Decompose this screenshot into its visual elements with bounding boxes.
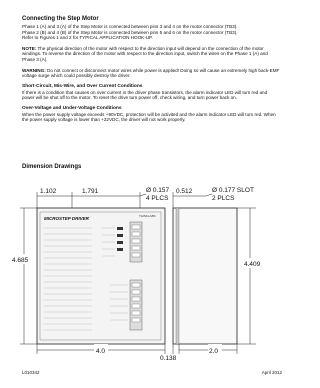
dim-hole: Ø 0.157 [146,187,170,194]
voltage-text: When the power supply voltage exceeds +90VDC, protection will be activited and the alarm indicator LED will turn red. When the power supply voltage is lower than +22VDC, the driver will not work properly. [22,111,276,123]
motor-line-2: Phase 2 (B) and 4 (B) of the Step Motor is connected between pins 5 and 6 on the motor connector (TB3). [22,29,238,35]
warning-text: Do not connect or disconnect motor wires while power is applied! Doing so will cause an extremely high back-EMF voltage surge which could possibly destroy the driver. [22,67,280,79]
warning-paragraph [22,68,280,79]
dim-height: 4.685 [12,257,29,264]
dim-inner-width: 1.791 [82,188,99,195]
dim-slot: Ø 0.177 SLOT [212,187,254,194]
dimension-heading: Dimension Drawings [22,164,82,170]
side-flange [176,208,179,344]
panel-label: THINKLABS [139,214,156,218]
motor-line-1: Phase 1 (A) and 3 (A) of the Step Motor is connected between pins 3 and 4 on the motor connector (TB3). [22,24,238,29]
motor-line-3: Refer to Figures 1 and 2 for TYPICAL APPLICATION HOOK-UP. [22,35,153,41]
short-circuit-text: If there is a condition that causes on over current in the driver phase transistors, the alarm indicator LED will turn red and power will be shut off to the motor. To reset the drive turn power off, check wiring, and turn power back on. [22,89,268,101]
dim-offset: 0.512 [176,188,193,195]
side-view-outline [173,208,237,344]
dimension-drawing [0,172,300,362]
section-heading-motor: Connecting the Step Motor [22,16,99,22]
dim-left-width: 1.102 [40,188,57,195]
note-label: NOTE: [22,45,37,51]
footer-doc-id: L010342 [22,370,40,375]
dim-base-width: 4.0 [96,348,106,355]
dim-side-offset: 0.138 [160,355,177,362]
dim-side-height: 4.409 [244,261,261,268]
dim-slot-count: 2 PLCS [212,195,235,202]
text-column [22,16,280,123]
dim-hole-count: 4 PLCS [146,195,169,202]
warning-label: WARNING: [22,67,46,73]
section-heading-voltage: Over-Voltage and Under-Voltage Conditions [22,105,122,111]
section-heading-short-circuit: Short-Circuit, Mis-Wire, and Over Current Conditions [22,83,143,89]
note-paragraph [22,46,280,63]
footer-date: April 2012 [261,370,282,375]
dim-side-width: 2.0 [209,348,219,355]
board-label: MICROSTEP DRIVER [44,216,89,221]
note-text: The physical direction of the motor with respect to the direction input will depend on the connection of the motor windings. To reverse the direction of the motor with respect to the direction input, switch the wires on the Phase 1 (A) and Phase 3 (A). [22,45,268,62]
